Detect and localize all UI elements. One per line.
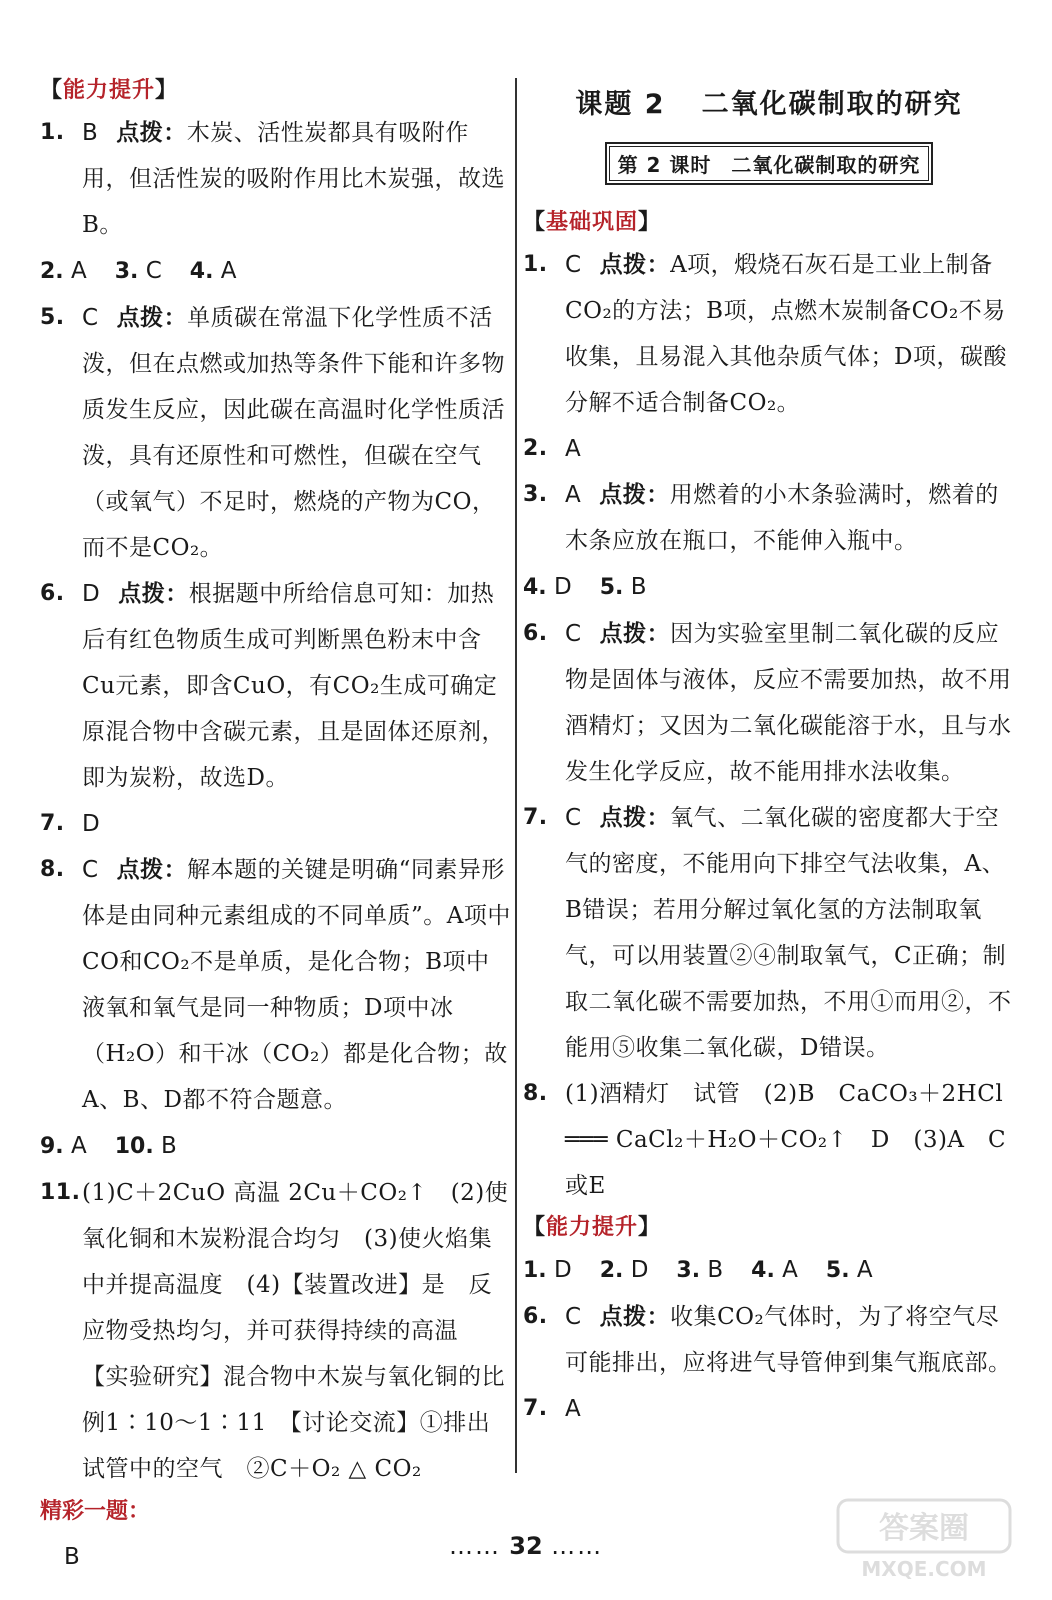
watermark-logo [834,1494,1014,1584]
answer-item: 3. A 点拨：用燃着的小木条验满时，燃着的木条应放在瓶口，不能伸入瓶中。 [523,482,999,554]
answer-item: 1. B 点拨：木炭、活性炭都具有吸附作用，但活性炭的吸附作用比木炭强，故选B。 [40,120,505,238]
answer-row: 4. D 5. B [523,574,647,600]
left-column [40,72,512,1582]
answer-item: 1. C 点拨：A项，煅烧石灰石是工业上制备CO₂的方法；B项，点燃木炭制备CO₂不易收集，且易混入其他杂质气体；D项，碳酸分解不适合制备CO₂。 [523,252,1007,416]
extra-question-answer: B [64,1544,80,1570]
answer-item: 2. A [523,436,582,462]
answer-item: 7. C 点拨：氧气、二氧化碳的密度都大于空气的密度，不能用向下排空气法收集，A、B错误；若用分解过氧化氢的方法制取氧气，可以用装置②④制取氧气，C正确；制取二氧化碳不需要加热，不用①而用②，不能用⑤收集二氧化碳，D错误。 [523,805,1012,1061]
page-number: …… 32 …… [448,1532,604,1560]
answer-row: 1. D 2. D 3. B 4. A 5. A [523,1257,873,1283]
answer-item: 7. A [523,1396,582,1422]
period-title-box: 第 2 课时 二氧化碳制取的研究 [523,142,1015,204]
right-column [523,72,1015,1432]
answer-item: 6. D 点拨：根据题中所给信息可知：加热后有红色物质生成可判断黑色粉末中含Cu元素，即含CuO，有CO₂生成可确定原混合物中含碳元素，且是固体还原剂，即为炭粉，故选D。 [40,581,505,791]
answer-row: 2. A 3. C 4. A [40,258,237,284]
section-heading-nengli-right: 【能力提升】 [523,1215,662,1240]
answer-row: 9. A 10. B [40,1133,177,1159]
answer-item: 8. (1)酒精灯 试管 (2)B CaCO₃＋2HCl ═══ CaCl₂＋H₂O＋CO₂↑ D (3)A C或E [523,1081,1007,1199]
answer-item: 5. C 点拨：单质碳在常温下化学性质不活泼，但在点燃或加热等条件下能和许多物质发生反应，因此碳在高温时化学性质活泼，具有还原性和可燃性，但碳在空气（或氧气）不足时，燃烧的产物为CO，而不是CO₂。 [40,305,505,561]
svg-text:答案圈: 答案圈 [879,1511,969,1546]
lesson-title: 课题 2 二氧化碳制取的研究 [575,89,963,120]
answer-item: 8. C 点拨：解本题的关键是明确“同素异形体是由同种元素组成的不同单质”。A项中CO和CO₂不是单质，是化合物；B项中液氧和氧气是同一种物质；D项中冰（H₂O）和干冰（CO₂）都是化合物；故A、B、D都不符合题意。 [40,857,511,1113]
answer-item: 11. (1)C＋2CuO 高温 2Cu＋CO₂↑ (2)使氧化铜和木炭粉混合均匀 (3)使火焰集中并提高温度 (4)【装置改进】是 反应物受热均匀，并可获得持续的高温 【实验研究】混合物中木炭与氧化铜的比例1∶10～1∶11 【讨论交流】①排出试管中的空气 ②C＋O₂ △ CO₂ [40,1180,509,1482]
answer-item: 6. C 点拨：因为实验室里制二氧化碳的反应物是固体与液体，反应不需要加热，故不用酒精灯；又因为二氧化碳能溶于水，且与水发生化学反应，故不能用排水法收集。 [523,621,1012,785]
section-heading-jichu: 【基础巩固】 [523,210,662,235]
answer-item: 6. C 点拨：收集CO₂气体时，为了将空气尽可能排出，应将进气导管伸到集气瓶底部。 [523,1304,1012,1376]
extra-question-title: 精彩一题： [40,1499,151,1524]
answer-item: 7. D [40,811,101,837]
section-heading-nengli: 【能力提升】 [40,78,179,103]
column-divider [515,78,517,1473]
svg-text:MXQE.COM: MXQE.COM [861,1557,987,1581]
